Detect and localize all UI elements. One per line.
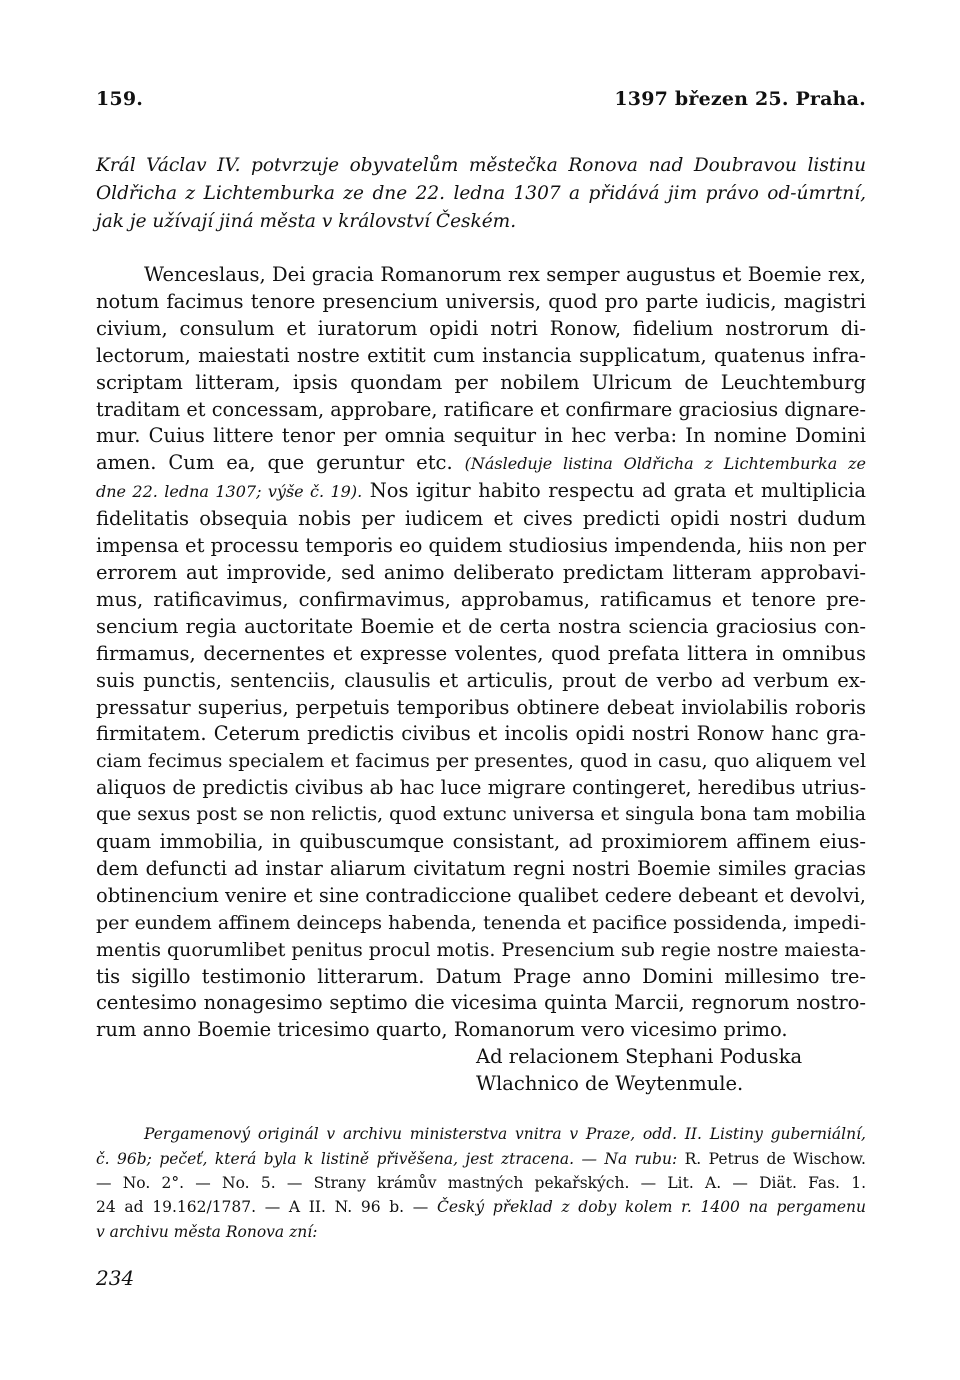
charter-line xyxy=(96,1017,866,1044)
note-line-italic: Český překlad z doby kolem r. 1400 na pergamenu xyxy=(436,1198,866,1217)
document-page xyxy=(96,88,866,1244)
charter-line-text: civium, consulum et iuratorum opidi notri Ronow, fidelium nostrorum di- xyxy=(96,316,866,340)
charter-line xyxy=(96,316,866,343)
note-line xyxy=(96,1220,866,1244)
charter-line-text: traditam et concessam, approbare, ratificare et confirmare graciosius dignare- xyxy=(96,397,866,421)
note-line xyxy=(96,1171,866,1195)
charter-line-italic: dne 22. ledna 1307; výše č. 19). xyxy=(96,482,363,502)
charter-line xyxy=(96,533,866,560)
charter-line xyxy=(96,641,866,668)
charter-line-text: errorem aut improvide, sed animo deliberato predictam litteram approbavi- xyxy=(96,560,866,584)
note-line-text: 24 ad 19.162/1787. — A II. N. 96 b. — xyxy=(96,1198,437,1217)
charter-line-text: Wenceslaus, Dei gracia Romanorum rex semper augustus et Boemie rex, xyxy=(144,263,866,286)
charter-line xyxy=(96,506,866,533)
chancery-note xyxy=(96,1044,866,1098)
charter-line-text: ciam fecimus specialem et facimus per presentes, quod in casu, quo aliquem vel xyxy=(96,750,866,773)
note-line-italic: Pergamenový originál v archivu ministerstva vnitra v Praze, odd. II. Listiny guberniální, xyxy=(144,1125,866,1144)
charter-line xyxy=(96,614,866,641)
charter-line xyxy=(96,289,866,316)
charter-line xyxy=(96,721,866,748)
note-line xyxy=(96,1195,866,1219)
charter-line-text: lectorum, maiestati nostre extitit cum instancia supplicatum, quatenus infra- xyxy=(96,343,866,367)
charter-line-text: pressatur superius, perpetuis temporibus obtinere debeat inviolabilis roboris xyxy=(96,695,866,719)
document-date-place: 1397 březen 25. Praha. xyxy=(614,88,866,110)
charter-line-text: mentis quorumlibet penitus procul motis. Presencium sub regie nostre maiesta- xyxy=(96,938,867,961)
charter-line-text: quam immobilia, in quibuscumque consistant, ad proximiorem affinem eius- xyxy=(96,830,866,854)
charter-line-text: fidelitatis obsequia nobis per iudicem et cives predicti opidi nostri dudum xyxy=(96,507,866,531)
document-number: 159. xyxy=(96,88,144,110)
note-line xyxy=(96,1147,866,1171)
charter-line xyxy=(96,423,866,450)
charter-line xyxy=(96,587,866,614)
note-line-italic: č. 96b; pečeť, která byla k listině přivěšena, jest ztracena. — Na rubu: xyxy=(96,1149,678,1168)
charter-line xyxy=(96,802,866,829)
charter-line xyxy=(96,478,866,506)
charter-line-text: impensa et processu temporis eo quidem studiosius impendenda, hiis non per xyxy=(96,534,866,558)
note-line-text: — No. 2°. — No. 5. — Strany krámův mastných pekařských. — Lit. A. — Diät. Fas. 1. xyxy=(96,1173,866,1192)
charter-line xyxy=(96,668,866,695)
archival-note xyxy=(96,1122,866,1244)
chancery-note-line: Wlachnico de Weytenmule. xyxy=(476,1072,744,1096)
charter-line xyxy=(96,370,866,397)
charter-line-text: mus, ratificavimus, confirmavimus, approbamus, ratificamus et tenore pre- xyxy=(96,587,866,611)
charter-line-text: suis punctis, sentenciis, clausulis et articulis, prout de verbo ad verbum ex- xyxy=(96,668,866,692)
charter-line xyxy=(96,397,866,424)
charter-line xyxy=(96,910,866,937)
charter-line-text: amen. Cum ea, que geruntur etc. xyxy=(96,451,465,475)
charter-line-text: firmamus, decernentes et expresse volentes, quod prefata littera in omnibus xyxy=(96,641,866,665)
charter-line xyxy=(96,775,866,802)
charter-line xyxy=(96,695,866,722)
regest-summary: Král Václav IV. potvrzuje obyvatelům městečka Ronova nad Doubravou listinu Oldřicha z Lichtemburka ze dne 22. ledna 1307 a přidává jim právo od-úmrtní, jak je užívají jiná města v království Českém. xyxy=(96,155,866,232)
charter-line-text: per eundem affinem deinceps habenda, tenenda et pacifice possidenda, impedi- xyxy=(96,911,866,934)
charter-line-text: rum anno Boemie tricesimo quarto, Romanorum vero vicesimo primo. xyxy=(96,1018,788,1042)
charter-line-text: tis sigillo testimonio litterarum. Datum Prage anno Domini millesimo tre- xyxy=(96,964,866,988)
charter-line-text: dem defuncti ad instar aliarum civitatum regni nostri Boemie similes gracias xyxy=(96,856,866,880)
document-header xyxy=(96,88,866,118)
chancery-note-line: Ad relacionem Stephani Poduska xyxy=(476,1045,803,1069)
charter-line xyxy=(96,748,866,775)
charter-line xyxy=(96,990,866,1017)
charter-line-text: sencium regia auctoritate Boemie et de certa nostra sciencia graciosius con- xyxy=(96,614,866,638)
charter-line-text: que sexus post se non relictis, quod extunc universa et singula bona tam mobilia xyxy=(96,804,866,826)
note-line xyxy=(96,1122,866,1146)
charter-line-italic: (Následuje listina Oldřicha z Lichtemburka ze xyxy=(464,454,866,474)
charter-line xyxy=(96,560,866,587)
charter-line-text: centesimo nonagesimo septimo die vicesima quinta Marcii, regnorum nostro- xyxy=(96,991,866,1015)
charter-line xyxy=(96,262,866,289)
charter-line xyxy=(96,829,866,856)
charter-line-text: notum facimus tenore presencium universis, quod pro parte iudicis, magistri xyxy=(96,289,866,313)
charter-line xyxy=(96,856,866,883)
charter-line-text: obtinencium venire et sine contradiccione qualibet cedere debeant et devolvi, xyxy=(96,883,866,907)
charter-line xyxy=(96,937,866,964)
charter-line xyxy=(96,343,866,370)
charter-line-text: aliquos de predictis civibus ab hac luce migrare contingeret, heredibus utrius- xyxy=(96,776,866,800)
charter-line-text: mur. Cuius littere tenor per omnia sequitur in hec verba: In nomine Domini xyxy=(96,424,866,448)
page-number: 234 xyxy=(96,1266,135,1290)
charter-line xyxy=(96,964,866,991)
charter-text xyxy=(96,262,866,1044)
charter-line-text: scriptam litteram, ipsis quondam per nobilem Ulricum de Leuchtemburg xyxy=(96,370,866,394)
note-line-text: R. Petrus de Wischow. xyxy=(677,1149,866,1168)
note-line-italic: v archivu města Ronova zní: xyxy=(96,1222,318,1241)
charter-line xyxy=(96,450,866,478)
charter-line-text: firmitatem. Ceterum predictis civibus et incolis opidi nostri Ronow hanc gra- xyxy=(96,722,866,746)
charter-line-text: Nos igitur habito respectu ad grata et multiplicia xyxy=(362,479,866,503)
charter-line xyxy=(96,883,866,910)
